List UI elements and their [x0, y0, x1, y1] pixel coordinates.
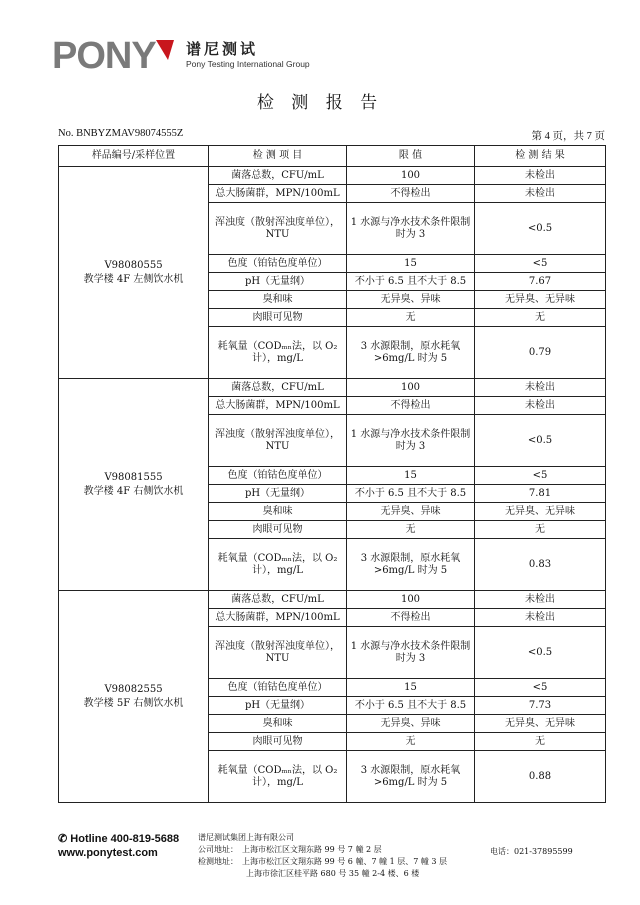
- cell-result: 未检出: [475, 591, 606, 609]
- sample-cell: [59, 379, 209, 591]
- sample-location: 教学楼 5F 右侧饮水机: [83, 697, 184, 709]
- cell-limit: 100: [347, 379, 475, 397]
- sample-id: V98082555: [104, 683, 163, 695]
- cell-limit: 3 水源限制，原水耗氧>6mg/L 时为 5: [347, 539, 475, 591]
- cell-limit: 100: [347, 167, 475, 185]
- lab-address-2: 上海市徐汇区桂平路 680 号 35 幢 2-4 楼、6 楼: [246, 869, 420, 878]
- sample-cell: [59, 167, 209, 379]
- cell-item: 臭和味: [209, 715, 347, 733]
- cell-limit: 15: [347, 679, 475, 697]
- table-row: [59, 591, 606, 609]
- cell-item: 菌落总数，CFU/mL: [209, 167, 347, 185]
- cell-limit: 无: [347, 521, 475, 539]
- hotline: ✆ Hotline 400-819-5688: [58, 833, 180, 845]
- cell-item: pH（无量纲）: [209, 697, 347, 715]
- company-logo: [52, 34, 342, 82]
- cell-result: 未检出: [475, 397, 606, 415]
- cell-result: 未检出: [475, 167, 606, 185]
- cell-item: 色度（铂钴色度单位）: [209, 467, 347, 485]
- cell-item: pH（无量纲）: [209, 485, 347, 503]
- cell-result: <5: [475, 255, 606, 273]
- cell-limit: 1 水源与净水技术条件限制时为 3: [347, 203, 475, 255]
- cell-item: 浑浊度（散射浑浊度单位），NTU: [209, 627, 347, 679]
- cell-item: 菌落总数，CFU/mL: [209, 591, 347, 609]
- table-header-row: [59, 146, 606, 167]
- cell-item: 色度（铂钴色度单位）: [209, 255, 347, 273]
- cell-item: 浑浊度（散射浑浊度单位），NTU: [209, 203, 347, 255]
- company-address: 公司地址： 上海市松江区文翔东路 99 号 7 幢 2 层: [198, 845, 382, 854]
- cell-limit: 1 水源与净水技术条件限制时为 3: [347, 627, 475, 679]
- company-name: 谱尼测试集团上海有限公司: [198, 833, 294, 842]
- cell-result: 0.79: [475, 327, 606, 379]
- cell-limit: 不小于 6.5 且不大于 8.5: [347, 485, 475, 503]
- website-link[interactable]: www.ponytest.com: [58, 847, 158, 859]
- cell-limit: 100: [347, 591, 475, 609]
- results-table: [58, 145, 606, 803]
- cell-limit: 无异臭、异味: [347, 291, 475, 309]
- phone-icon: ✆: [58, 833, 71, 845]
- cell-limit: 3 水源限制，原水耗氧>6mg/L 时为 5: [347, 327, 475, 379]
- logo-wordmark: PONY: [52, 35, 156, 77]
- cell-item: 肉眼可见物: [209, 733, 347, 751]
- cell-result: <0.5: [475, 415, 606, 467]
- cell-result: 7.81: [475, 485, 606, 503]
- cell-item: 耗氧量（CODₘₙ法，以 O₂计），mg/L: [209, 751, 347, 803]
- cell-limit: 1 水源与净水技术条件限制时为 3: [347, 415, 475, 467]
- cell-result: 无异臭、无异味: [475, 503, 606, 521]
- cell-result: 0.88: [475, 751, 606, 803]
- cell-result: 无: [475, 521, 606, 539]
- col-header-result: 检 测 结 果: [475, 146, 606, 167]
- cell-item: pH（无量纲）: [209, 273, 347, 291]
- cell-item: 总大肠菌群，MPN/100mL: [209, 185, 347, 203]
- cell-item: 肉眼可见物: [209, 309, 347, 327]
- cell-item: 色度（铂钴色度单位）: [209, 679, 347, 697]
- cell-item: 耗氧量（CODₘₙ法，以 O₂计），mg/L: [209, 539, 347, 591]
- cell-item: 浑浊度（散射浑浊度单位），NTU: [209, 415, 347, 467]
- logo-red-mark: [156, 40, 174, 60]
- sample-id: V98080555: [104, 259, 163, 271]
- cell-limit: 15: [347, 467, 475, 485]
- cell-result: 7.67: [475, 273, 606, 291]
- company-phone: 电话：021-37895599: [490, 847, 573, 856]
- cell-item: 耗氧量（CODₘₙ法，以 O₂计），mg/L: [209, 327, 347, 379]
- cell-limit: 无异臭、异味: [347, 503, 475, 521]
- cell-limit: 无: [347, 733, 475, 751]
- table-row: [59, 167, 606, 185]
- cell-item: 总大肠菌群，MPN/100mL: [209, 609, 347, 627]
- cell-result: 无: [475, 733, 606, 751]
- logo-name-cn: 谱尼测试: [186, 40, 259, 58]
- sample-location: 教学楼 4F 左侧饮水机: [83, 273, 184, 285]
- page-info: 第 4 页，共 7 页: [531, 131, 605, 142]
- col-header-sample: 样品编号/采样位置: [59, 146, 209, 167]
- cell-limit: 无: [347, 309, 475, 327]
- report-title: 检 测 报 告: [256, 93, 384, 113]
- table-row: [59, 379, 606, 397]
- cell-limit: 不得检出: [347, 609, 475, 627]
- cell-limit: 3 水源限制，原水耗氧>6mg/L 时为 5: [347, 751, 475, 803]
- sample-id: V98081555: [104, 471, 163, 483]
- sample-location: 教学楼 4F 右侧饮水机: [83, 485, 184, 497]
- cell-limit: 不小于 6.5 且不大于 8.5: [347, 697, 475, 715]
- cell-result: 无异臭、无异味: [475, 715, 606, 733]
- lab-address-1: 检测地址： 上海市松江区文翔东路 99 号 6 幢、7 幢 1 层、7 幢 3 层: [198, 857, 448, 866]
- cell-limit: 不得检出: [347, 185, 475, 203]
- cell-item: 臭和味: [209, 291, 347, 309]
- col-header-limit: 限 值: [347, 146, 475, 167]
- cell-limit: 不得检出: [347, 397, 475, 415]
- cell-limit: 不小于 6.5 且不大于 8.5: [347, 273, 475, 291]
- report-number: No. BNBYZMAV98074555Z: [58, 128, 184, 139]
- cell-result: 未检出: [475, 185, 606, 203]
- cell-result: 无异臭、无异味: [475, 291, 606, 309]
- cell-item: 臭和味: [209, 503, 347, 521]
- cell-item: 肉眼可见物: [209, 521, 347, 539]
- cell-result: <5: [475, 467, 606, 485]
- cell-result: <0.5: [475, 203, 606, 255]
- cell-result: 未检出: [475, 379, 606, 397]
- company-info: [198, 832, 447, 880]
- logo-name-en: Pony Testing International Group: [186, 59, 310, 69]
- cell-limit: 15: [347, 255, 475, 273]
- cell-result: 0.83: [475, 539, 606, 591]
- col-header-item: 检 测 项 目: [209, 146, 347, 167]
- cell-result: 未检出: [475, 609, 606, 627]
- cell-result: 无: [475, 309, 606, 327]
- sample-cell: [59, 591, 209, 803]
- cell-result: <5: [475, 679, 606, 697]
- cell-limit: 无异臭、异味: [347, 715, 475, 733]
- cell-result: <0.5: [475, 627, 606, 679]
- cell-item: 总大肠菌群，MPN/100mL: [209, 397, 347, 415]
- cell-item: 菌落总数，CFU/mL: [209, 379, 347, 397]
- cell-result: 7.73: [475, 697, 606, 715]
